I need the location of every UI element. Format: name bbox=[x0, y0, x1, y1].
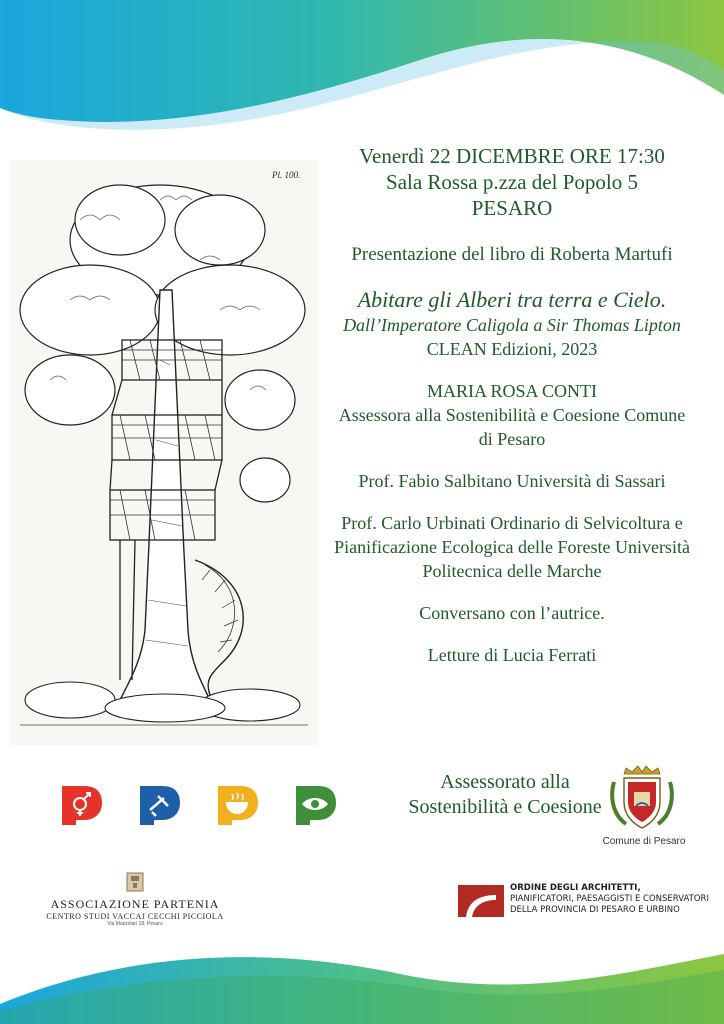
architetti-title: ORDINE DEGLI ARCHITETTI, bbox=[510, 883, 641, 893]
bottom-wave-decoration bbox=[0, 944, 724, 1024]
assessorato-line2: Sostenibilità e Coesione bbox=[408, 796, 602, 818]
speaker-salbitano: Prof. Fabio Salbitano Università di Sassari bbox=[358, 471, 666, 491]
book-subtitle: Dall’Imperatore Caligola a Sir Thomas Lipton bbox=[343, 315, 681, 335]
book-publisher: CLEAN Edizioni, 2023 bbox=[426, 339, 598, 359]
event-date: Venerdì 22 DICEMBRE ORE 17:30 bbox=[359, 144, 665, 168]
book-title: Abitare gli Alberi tra terra e Cielo. bbox=[357, 287, 667, 312]
sustainability-logo-blue bbox=[138, 784, 182, 826]
presentation-intro: Presentazione del libro di Roberta Martufi bbox=[351, 244, 673, 265]
event-city: PESARO bbox=[471, 196, 553, 220]
partenia-address: Via Mazzolari 18, Pesaro bbox=[107, 921, 163, 927]
pesaro-coat-of-arms-icon bbox=[606, 762, 678, 834]
speaker-urbinati: Prof. Carlo Urbinati Ordinario di Selvicoltura e Pianificazione Ecologica delle Foreste Università Politecnica delle Marche bbox=[334, 513, 690, 581]
architetti-logo bbox=[458, 883, 708, 923]
architetti-line2: PIANIFICATORI, PAESAGGISTI E CONSERVATORI bbox=[510, 894, 709, 904]
speaker-role: Assessora alla Sostenibilità e Coesione Comune di Pesaro bbox=[338, 405, 686, 449]
architetti-line3: DELLA PROVINCIA DI PESARO E URBINO bbox=[510, 905, 680, 915]
assessorato-line1: Assessorato alla bbox=[440, 771, 570, 793]
event-venue: Sala Rossa p.zza del Popolo 5 bbox=[386, 170, 638, 194]
partenia-subtitle: CENTRO STUDI VACCAJ CECCHI PICCIOLA bbox=[46, 912, 224, 921]
treehouse-illustration bbox=[10, 160, 318, 745]
plate-label: Pl. 100. bbox=[272, 170, 301, 180]
comune-caption: Comune di Pesaro bbox=[602, 836, 686, 847]
partenia-emblem-icon bbox=[126, 872, 144, 892]
speaker-name: MARIA ROSA CONTI bbox=[426, 381, 598, 401]
top-wave-decoration bbox=[0, 0, 724, 150]
partenia-name: ASSOCIAZIONE PARTENIA bbox=[50, 897, 220, 911]
assessorato-label bbox=[385, 770, 625, 820]
partenia-logo bbox=[40, 872, 230, 927]
sustainability-logo-red bbox=[60, 784, 104, 826]
conversation-note: Conversano con l’autrice. bbox=[419, 603, 605, 623]
event-info bbox=[300, 143, 724, 667]
readings-note: Letture di Lucia Ferrati bbox=[427, 645, 597, 665]
sustainability-logo-green bbox=[294, 784, 338, 826]
sustainability-logo-yellow bbox=[216, 784, 260, 826]
architetti-emblem-icon bbox=[458, 885, 504, 917]
